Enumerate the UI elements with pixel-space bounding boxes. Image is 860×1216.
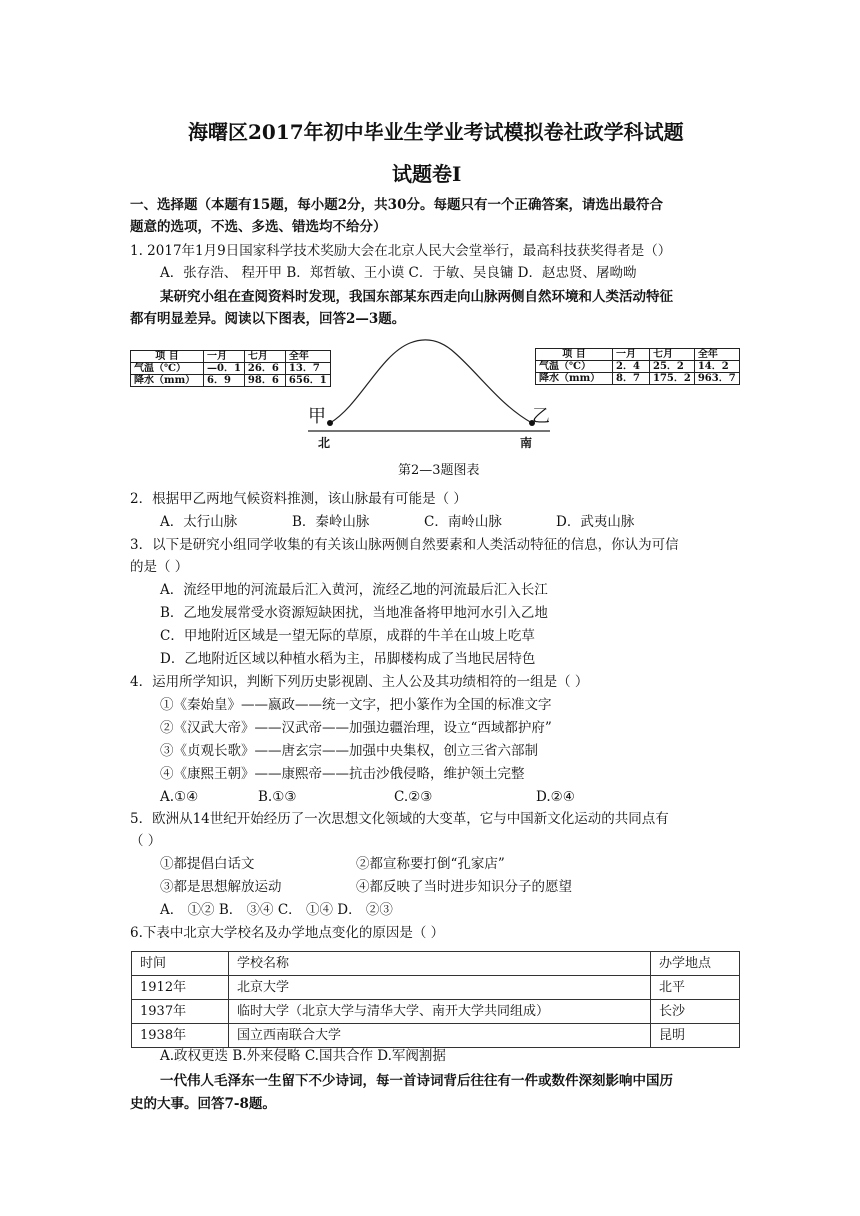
question-2-option-c: C．南岭山脉 xyxy=(424,514,502,530)
question-5-item-2: ②都宣称要打倒“孔家店” xyxy=(356,856,505,872)
question-2-option-b: B．秦岭山脉 xyxy=(292,514,370,530)
question-3-option-c: C．甲地附近区域是一望无际的草原，成群的牛羊在山坡上吃草 xyxy=(160,628,535,644)
question-4-item-2: ②《汉武大帝》——汉武帝——加强边疆治理，设立“西域都护府” xyxy=(160,720,552,736)
university-table xyxy=(131,951,740,1048)
mountain-profile xyxy=(300,335,560,435)
question-4-option-b: B.①③ xyxy=(258,789,297,805)
table-cell: 175．2 xyxy=(650,373,695,385)
question-5-stem: 5．欧洲从14世纪开始经历了一次思想文化领域的大变革，它与中国新文化运动的共同点有 xyxy=(130,811,669,827)
label-yi: 乙 xyxy=(532,406,550,427)
question-5-options: A． ①② B． ③④ C． ①④ D． ②③ xyxy=(160,902,393,918)
label-north: 北 xyxy=(318,436,331,450)
table-row xyxy=(132,1024,740,1048)
table-cell: 8．7 xyxy=(613,373,650,385)
table-cell: 6．9 xyxy=(204,375,245,387)
question-3-stem: 3．以下是研究小组同学收集的有关该山脉两侧自然要素和人类活动特征的信息，你认为可信 xyxy=(130,537,679,553)
table-cell: 昆明 xyxy=(651,1024,740,1048)
paper-subtitle: 试题卷Ⅰ xyxy=(392,162,462,186)
section-heading: 一、选择题（本题有15题，每小题2分，共30分。每题只有一个正确答案，请选出最符合 xyxy=(130,197,663,213)
table-row xyxy=(132,976,740,1000)
question-6-stem: 6.下表中北京大学校名及办学地点变化的原因是（ ） xyxy=(130,925,445,941)
table-header: 时间 xyxy=(132,952,229,976)
question-4-item-4: ④《康熙王朝》——康熙帝——抗击沙俄侵略，维护领土完整 xyxy=(160,766,525,782)
question-4-item-3: ③《贞观长歌》——唐玄宗——加强中央集权，创立三省六部制 xyxy=(160,743,538,759)
table-cell: 13．7 xyxy=(285,363,330,375)
table-cell: 临时大学（北京大学与清华大学、南开大学共同组成） xyxy=(229,1000,651,1024)
table-header: 学校名称 xyxy=(229,952,651,976)
table-header: 一月 xyxy=(613,349,650,361)
intro-7-8-cont: 史的大事。回答7-8题。 xyxy=(130,1096,276,1112)
right-climate-table xyxy=(535,348,740,385)
question-6-options: A.政权更迭 B.外来侵略 C.国共合作 D.军阀割据 xyxy=(160,1048,446,1064)
question-4-item-1: ①《秦始皇》——嬴政——统一文字，把小篆作为全国的标准文字 xyxy=(160,697,552,713)
table-cell: 98．6 xyxy=(244,375,285,387)
page-title: 海曙区2017年初中毕业生学业考试模拟卷社政学科试题 xyxy=(188,120,684,144)
table-cell: 长沙 xyxy=(651,1000,740,1024)
table-header: 七月 xyxy=(650,349,695,361)
table-cell: 国立西南联合大学 xyxy=(229,1024,651,1048)
point-jia xyxy=(327,420,333,426)
table-cell: 14．2 xyxy=(694,361,739,373)
table-cell: 25．2 xyxy=(650,361,695,373)
intro-2-3: 某研究小组在查阅资料时发现，我国东部某东西走向山脉两侧自然环境和人类活动特征 xyxy=(160,289,673,305)
question-2-stem: 2．根据甲乙两地气候资料推测，该山脉最有可能是（ ） xyxy=(130,491,467,507)
question-1-stem: 1. 2017年1月9日国家科学技术奖励大会在北京人民大会堂举行，最高科技获奖得者是（） xyxy=(130,243,672,259)
table-cell: 降水（mm） xyxy=(131,375,204,387)
table-cell: 26．6 xyxy=(244,363,285,375)
question-1-options: A．张存浩、 程开甲 B．郑哲敏、王小谟 C．于敏、吴良镛 D．赵忠贤、屠呦呦 xyxy=(160,265,637,281)
question-5-item-4: ④都反映了当时进步知识分子的愿望 xyxy=(356,879,572,895)
intro-2-3-cont: 都有明显差异。阅读以下图表，回答2—3题。 xyxy=(130,311,406,327)
question-2-option-a: A．太行山脉 xyxy=(160,514,238,530)
question-5-item-3: ③都是思想解放运动 xyxy=(160,879,282,895)
question-2-option-d: D．武夷山脉 xyxy=(556,514,635,530)
table-cell: 2．4 xyxy=(613,361,650,373)
table-cell: 气温（℃） xyxy=(536,361,613,373)
question-5-stem-cont: （ ） xyxy=(130,833,162,849)
table-cell: 降水（mm） xyxy=(536,373,613,385)
table-cell: 656．1 xyxy=(285,375,330,387)
table-cell: 北平 xyxy=(651,976,740,1000)
table-header: 一月 xyxy=(204,351,245,363)
table-cell: 气温（℃） xyxy=(131,363,204,375)
table-cell: 1937年 xyxy=(132,1000,229,1024)
table-header: 办学地点 xyxy=(651,952,740,976)
table-row xyxy=(132,1000,740,1024)
label-jia: 甲 xyxy=(308,406,326,427)
table-cell: 1912年 xyxy=(132,976,229,1000)
table-header: 项 目 xyxy=(536,349,613,361)
table-header: 全年 xyxy=(694,349,739,361)
intro-7-8: 一代伟人毛泽东一生留下不少诗词，每一首诗词背后往往有一件或数件深刻影响中国历 xyxy=(160,1073,673,1089)
question-3-stem-cont: 的是（ ） xyxy=(130,559,189,575)
section-heading-cont: 题意的选项，不选、多选、错选均不给分） xyxy=(130,219,387,235)
figure-caption: 第2—3题图表 xyxy=(398,463,480,478)
table-cell: 963．7 xyxy=(694,373,739,385)
question-4-option-d: D.②④ xyxy=(536,789,575,805)
table-cell: 1938年 xyxy=(132,1024,229,1048)
question-3-option-b: B．乙地发展常受水资源短缺困扰，当地准备将甲地河水引入乙地 xyxy=(160,605,548,621)
question-4-option-c: C.②③ xyxy=(394,789,433,805)
question-3-option-a: A．流经甲地的河流最后汇入黄河，流经乙地的河流最后汇入长江 xyxy=(160,582,548,598)
question-4-stem: 4．运用所学知识，判断下列历史影视剧、主人公及其功绩相符的一组是（ ） xyxy=(130,674,589,690)
question-3-option-d: D．乙地附近区域以种植水稻为主，吊脚楼构成了当地民居特色 xyxy=(160,651,536,667)
question-4-option-a: A.①④ xyxy=(160,789,199,805)
table-cell: —0．1 xyxy=(204,363,245,375)
question-5-item-1: ①都提倡白话文 xyxy=(160,856,255,872)
table-header: 七月 xyxy=(244,351,285,363)
table-cell: 北京大学 xyxy=(229,976,651,1000)
table-header: 项 目 xyxy=(131,351,204,363)
label-south: 南 xyxy=(520,436,533,450)
mountain-curve xyxy=(330,340,532,423)
table-header: 全年 xyxy=(285,351,330,363)
